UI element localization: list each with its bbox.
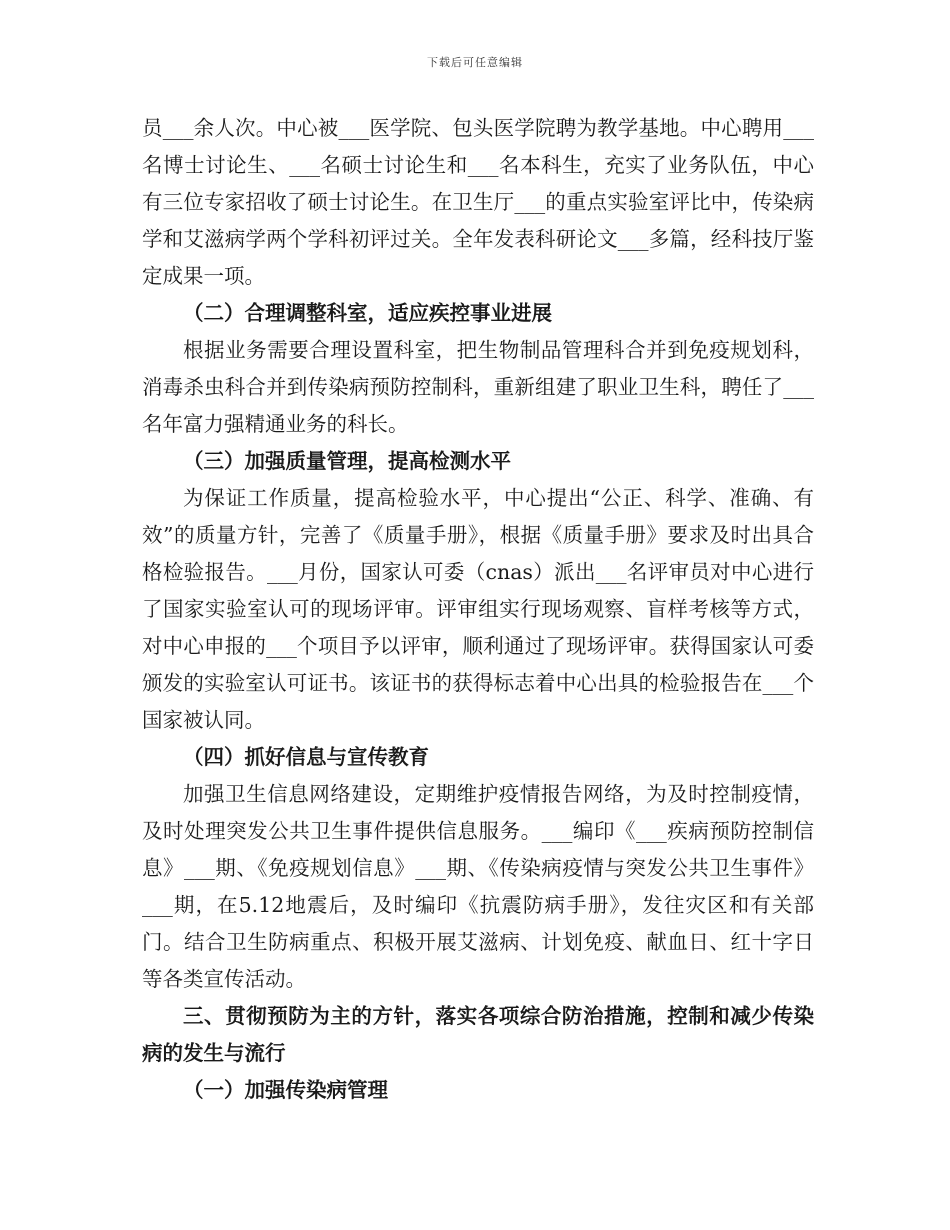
section-heading-1: （一）加强传染病管理 xyxy=(183,1078,388,1102)
major-section-heading-3: 三、贯彻预防为主的方针，落实各项综合防治措施，控制和减少传染病的发生与流行 xyxy=(142,1004,814,1065)
paragraph-continued: 员___余人次。中心被___医学院、包头医学院聘为教学基地。中心聘用___名博士讨论生、___名硕士讨论生和___名本科生，充实了业务队伍，中心有三位专家招收了硕士讨论生。在卫生厅___的重点实验室评比中，传染病学和艾滋病学两个学科初评过关。全年发表科研论文___多篇，经科技厅鉴定成果一项。 xyxy=(142,116,814,288)
page-header: 下载后可任意编辑 xyxy=(427,56,523,69)
document-body xyxy=(142,110,814,1109)
section-heading-2: （二）合理调整科室，适应疾控事业进展 xyxy=(183,301,552,325)
section-heading-4: （四）抓好信息与宣传教育 xyxy=(183,745,429,769)
section-heading-3: （三）加强质量管理，提高检测水平 xyxy=(183,449,511,473)
paragraph-information: 加强卫生信息网络建设，定期维护疫情报告网络，为及时控制疫情，及时处理突发公共卫生事件提供信息服务。___编印《___疾病预防控制信息》___期、《免疫规划信息》___期、《传染病疫情与突发公共卫生事件》___期，在5.12地震后，及时编印《抗震防病手册》，发往灾区和有关部门。结合卫生防病重点、积极开展艾滋病、计划免疫、献血日、红十字日等各类宣传活动。 xyxy=(142,782,814,991)
paragraph-departments: 根据业务需要合理设置科室，把生物制品管理科合并到免疫规划科，消毒杀虫科合并到传染病预防控制科，重新组建了职业卫生科，聘任了___名年富力强精通业务的科长。 xyxy=(142,338,814,436)
paragraph-quality: 为保证工作质量，提高检验水平，中心提出“公正、科学、准确、有效”的质量方针，完善了《质量手册》，根据《质量手册》要求及时出具合格检验报告。___月份，国家认可委（cnas）派出___名评审员对中心进行了国家实验室认可的现场评审。评审组实行现场观察、盲样考核等方式，对中心申报的___个项目予以评审，顺利通过了现场评审。获得国家认可委颁发的实验室认可证书。该证书的获得标志着中心出具的检验报告在___个国家被认同。 xyxy=(142,486,814,732)
